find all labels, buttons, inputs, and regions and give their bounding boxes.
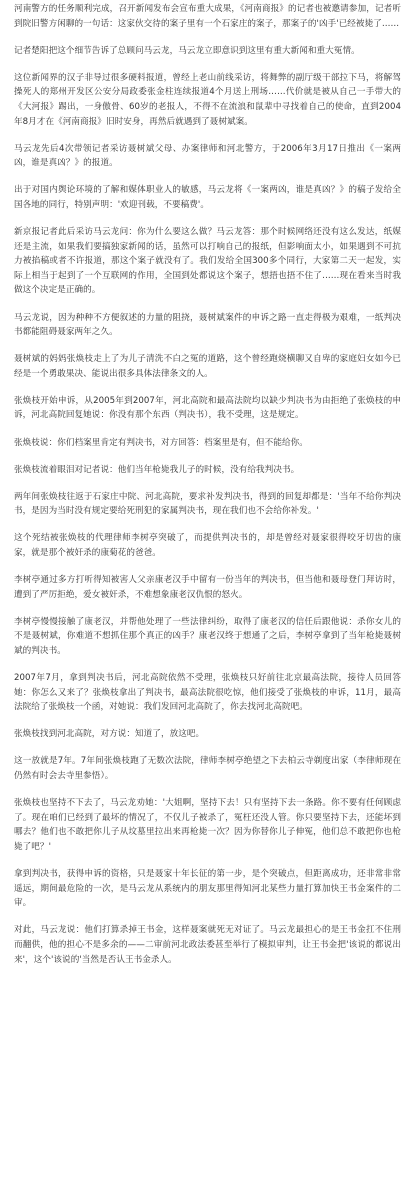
article-paragraph: 两年间张焕枝往返于石家庄中院、河北高院，要求补发判决书，得到的回复却都是：'当年不给你判决书，是因为当时没有规定要给死刑犯的家属判决书，现在我们也不会给你补发。' [14, 491, 401, 517]
article-paragraph: 聂树斌的妈妈张焕枝走上了为儿子清洗不白之冤的道路，这个曾经跑烧横聊又自卑的家庭妇女如今已经是一个勇敢果决、能说出很多具体法律条文的人。 [14, 354, 401, 379]
article-paragraph: 2007年7月，拿到判决书后，河北高院依然不受理，张焕枝只好前往北京最高法院，接待人员回答她：你怎么又来了？张焕枝拿出了判决书，最高法院很吃惊，他们接受了张焕枝的申诉，11月，最高法院给了张焕枝一个函，对她说：我们发回河北高院了，你去找河北高院吧。 [14, 673, 401, 713]
article-paragraph: 张焕枝说：你们档案里肯定有判决书，对方回答：档案里是有，但不能给你。 [14, 437, 308, 448]
article-paragraph: 河南警方的任务顺利完成，召开新闻发布会宣布重大成果，《河南商报》的记者也被邀请参加，记者听到院旧警方闲聊的一句话：这家伙交待的案子里有一个石家庄的案子，那案子的'凶手'已经被毙了…… [14, 4, 401, 29]
article-paragraph: 张焕枝开始申诉，从2005年到2007年，河北高院和最高法院均以缺少判决书为由拒绝了张焕枝的申诉，河北高院回复她说：你没有那个东西（判决书），我不受理，这是规定。 [14, 395, 401, 421]
article-paragraph: 新京报记者此后采访马云龙问：你为什么要这么做？马云龙答：那个时候网络还没有这么发达，纸媒还是主流，如果我们要搞独家新闻的话，虽然可以打响自己的报纸，但影响面太小，如果遇到不可抗力被掐稿或者不许报道，那这个案子就没有了。我们发给全国300多个同行，大家第二天一起发，实际上相当于起到了一个互联网的作用，全国到处都说这个案子，想捂也捂不住了……现在看来当时我做这个决定是正确的。 [14, 227, 401, 296]
article-paragraph: 记者楚阳把这个细节告诉了总顾问马云龙，马云龙立即意识到这里有重大新闻和重大冤情。 [14, 45, 360, 56]
article-paragraph: 李树亭慢慢接触了康老汉，并帮他处理了一些法律纠纷，取得了康老汉的信任后跟他说：杀你女儿的不是聂树斌，你难道不想抓住那个真正的凶手？康老汉终于想通了之后，李树亭拿到了当年枪毙聂树斌的判决书。 [14, 616, 401, 656]
article-paragraph: 马云龙说，因为种种不方便叙述的力量的阻挠，聂树斌案件的申诉之路一直走得极为艰难，一纸判决书都能阻碍聂家两年之久。 [14, 312, 401, 338]
article-paragraph: 马云龙先后4次带领记者采访聂树斌父母、办案律师和河北警方，于2006年3月17日推出《一案两凶，谁是真凶？》的报道。 [14, 143, 401, 169]
article-paragraph: 李树亭通过多方打听得知被害人父亲康老汉手中留有一份当年的判决书，但当他和聂母登门拜访时，遭到了严厉拒绝，爱女被奸杀，不难想象康老汉仇恨的怒火。 [14, 575, 401, 600]
article-paragraph: 这一放就是7年。7年间张焕枝跑了无数次法院，律师李树亭绝望之下去柏云寺剃度出家（李律师现在仍然有时会去寺里参悟）。 [14, 756, 401, 782]
article-paragraph: 张焕枝流着眼泪对记者说：他们当年枪毙我儿子的时候，没有给我判决书。 [14, 464, 300, 475]
article-paragraph: 出于对国内舆论环境的了解和媒体职业人的敏感，马云龙将《一案两凶，谁是真凶？》的稿子发给全国各地的同行，特别声明：'欢迎刊载，不要稿费'。 [14, 185, 401, 210]
article-paragraph: 这个死结被张焕枝的代理律师李树亭突破了，而提供判决书的，却是曾经对聂家很得咬牙切齿的康家，就是那个被奸杀的康菊花的爸爸。 [14, 533, 401, 559]
article-paragraph: 张焕枝找到河北高院，对方说：知道了，放这吧。 [14, 729, 205, 740]
article-paragraph: 张焕枝也坚持不下去了，马云龙劝她：'大姐啊，坚持下去！只有坚持下去一条路。你不要有任何顾虑了。现在咱们已经到了最坏的情况了，不仅儿子被杀了，冤枉还没人管。你只要坚持下去，还能坏到哪去？他们也不敢把你儿子从坟墓里拉出来再枪毙一次？因为你替你儿子伸冤，他们总不敢把你也枪毙了吧？' [14, 798, 401, 852]
article-paragraph: 对此，马云龙说：他们打算杀掉王书金，这样聂案就死无对证了。马云龙最担心的是王书金扛不住刑而翻供，他的担心不是多余的——二审前河北政法委甚至举行了模拟审判，让王书金把'该说的都说出来'，这个'该说的'当然是否认王书金杀人。 [14, 925, 401, 965]
article-paragraph: 这位新闻界的汉子非导过很多硬料报道，曾经上老山前线采访，将舞弊的副厅级干部拉下马，将解驾操死人的郑州开发区公安分局政委张金柱连续报道4个月送上刑场……代价就是被从自己一手带大的《大河报》踢出，一身傲骨、60岁的老报人，不得不在流浪和鼠辈中寻找着自己的使命，直到2004年8月才在《河南商报》旧时安身，再然后就遇到了聂树斌案。 [14, 72, 401, 127]
article-paragraph: 拿到判决书，获得申诉的资格，只是聂家十年长征的第一步，是个突破点，但距离成功，还非常非常遥远，期间最危险的一次，是马云龙从系统内的朋友那里得知河北某些力量打算加快王书金案件的二审。 [14, 869, 401, 909]
